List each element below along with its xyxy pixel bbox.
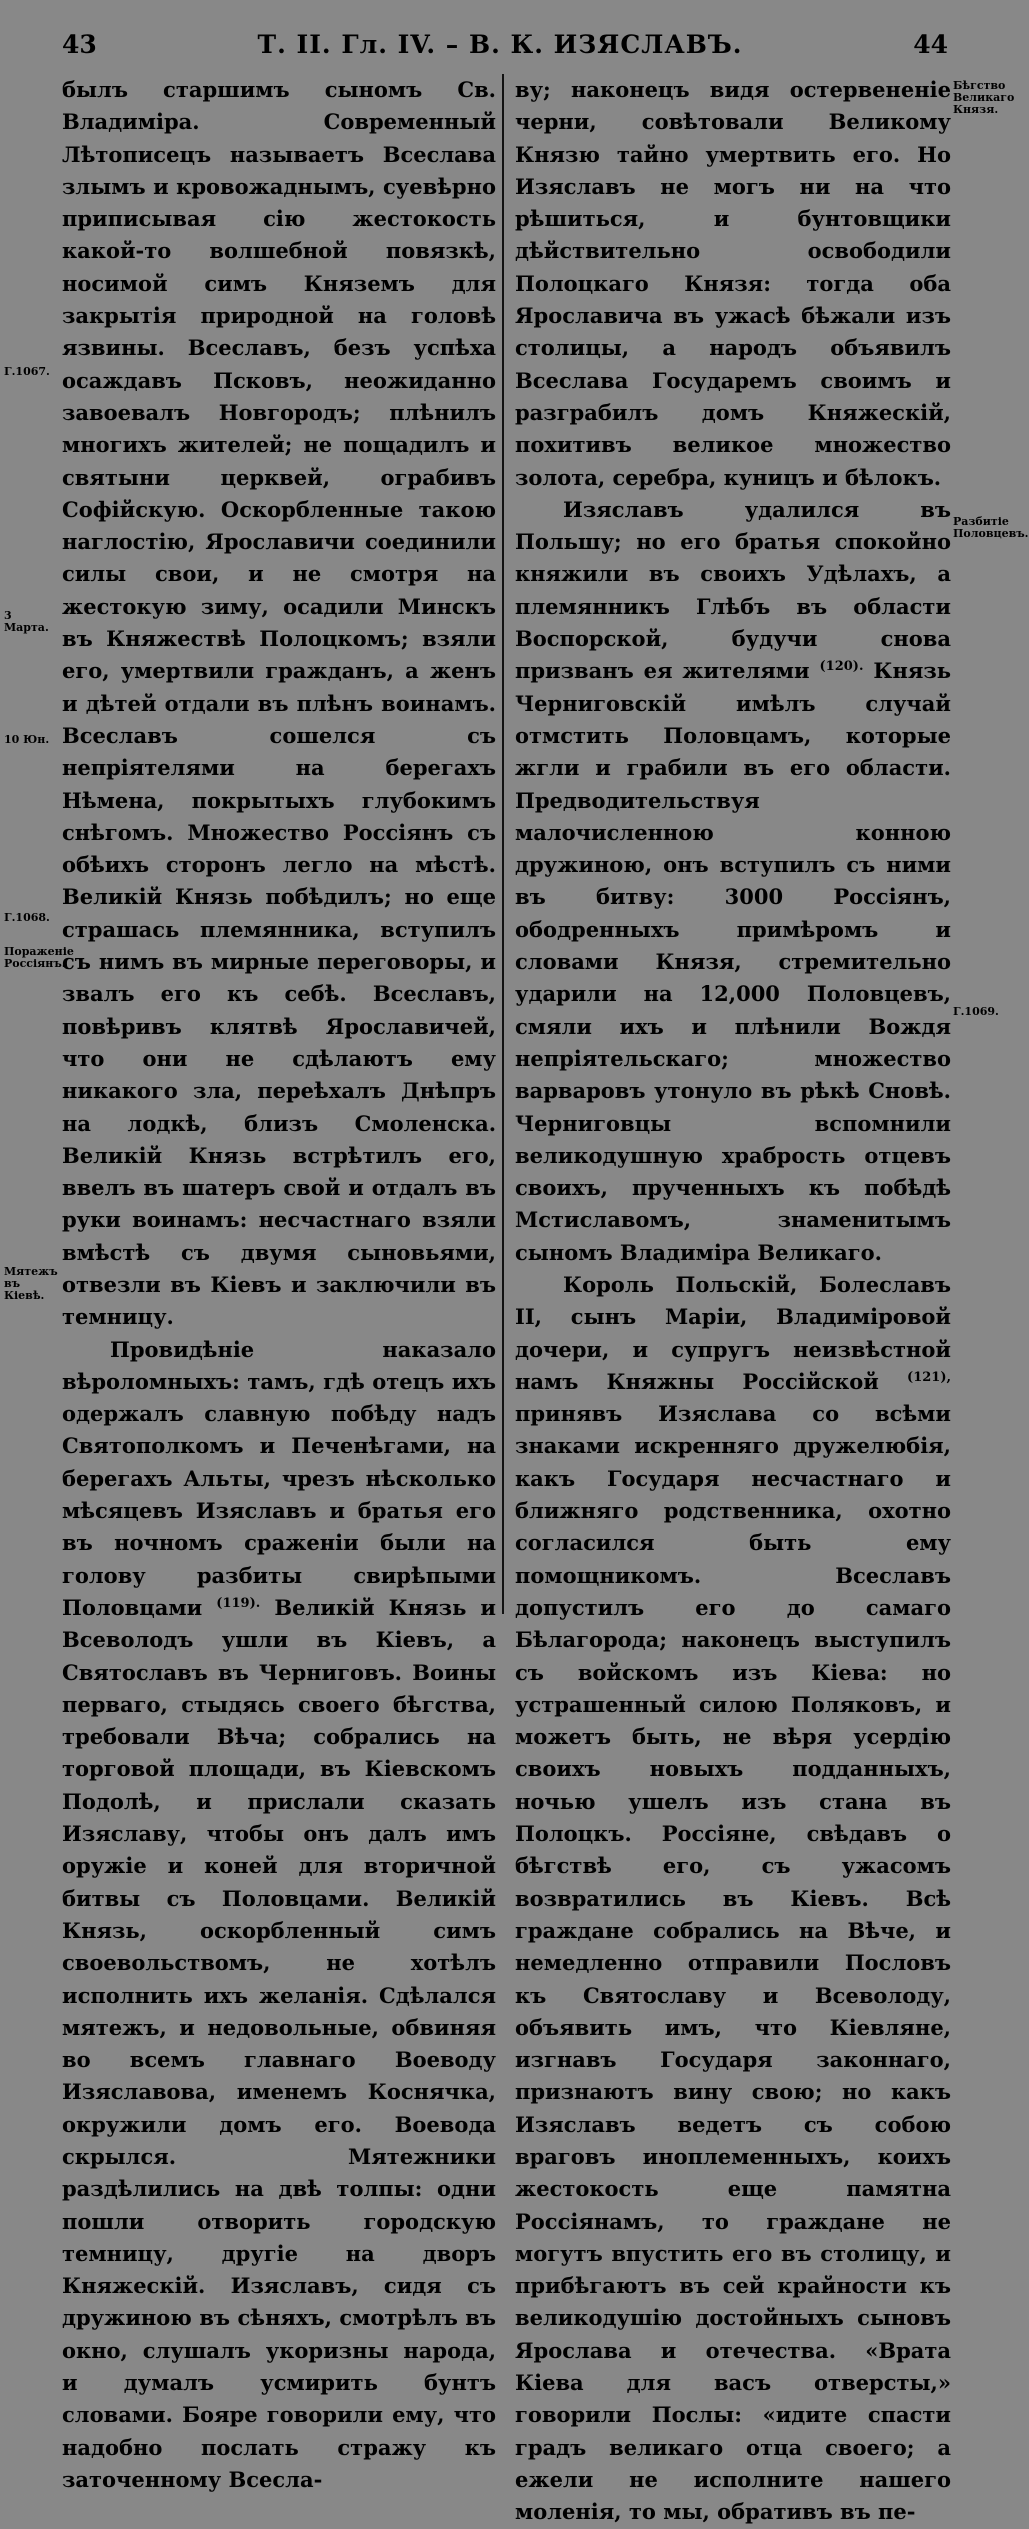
paragraph-text: принявъ Изяслава со всѣми знаками искренняго дружелюбія, какъ Государя несчастнаго и ближняго родственника, охотно согласился быть ему помощникомъ. Всеславъ допустилъ его до самаго Бѣлагорода; наконецъ выступилъ съ войскомъ изъ Кіева: но устрашенный силою Поляковъ, и можетъ быть, не вѣря усердію своихъ новыхъ подданныхъ, ночью ушелъ изъ стана въ Полоцкъ. Россіяне, свѣдавъ о бѣгствѣ его, съ ужасомъ возвратились въ Кіевъ. Всѣ граждане собрались на Вѣче, и немедленно отправили Пословъ къ Святославу и Всеволоду, объявить имъ, что Кіевляне, изгнавъ Государя законнаго, признаютъ вину свою; но какъ Изяславъ ведетъ съ собою враговъ иноплеменныхъ, коихъ жестокость еще памятна Россіянамъ, то граждане не могутъ впустить его въ столицу, и прибѣгаютъ въ сей крайности къ великодушію достойныхъ сыновъ Ярослава и отечества. «Врата Кіева для васъ отверсты,» говорили Послы: «идите спасти градъ великаго отца своего; а ежели не исполните нашего моленія, то мы, обративъ въ пе- (515, 1401, 951, 2525)
paragraph-text: Король Польскій, Болеславъ II, сынъ Маріи, Владиміровой дочери, и супругъ неизвѣстной намъ Княжны Россійской (515, 1271, 951, 1394)
footnote-ref: (121), (907, 1369, 952, 1385)
margin-note-defeat: Пораженіе Россіянъ. (4, 945, 74, 970)
margin-note-year-1067: Г.1067. (4, 365, 50, 378)
paragraph: былъ старшимъ сыномъ Св. Владиміра. Современный Лѣтописецъ называетъ Всеслава злымъ и кровожаднымъ, суевѣрно приписывая сію жестокость какой-то волшебной повязкѣ, носимой симъ Княземъ для закрытія природной на головѣ язвины. Всеславъ, безъ успѣха осаждавъ Псковъ, неожиданно завоевалъ Новгородъ; плѣнилъ многихъ жителей; не пощадилъ и святыни церквей, ограбивъ Софійскую. Оскорбленные такою наглостію, Ярославичи соединили силы свои, и не смотря на жестокую зиму, осадили Минскъ въ Княжествѣ Полоцкомъ; взяли его, умертвили гражданъ, а женъ и дѣтей отдали въ плѣнъ воинамъ. Всеславъ сошелся съ непріятелями на берегахъ Нѣмена, покрытыхъ глубокимъ снѣгомъ. Множество Россіянъ съ обѣихъ сторонъ легло на мѣстѣ. Великій Князь побѣдилъ; но еще страшась племянника, вступилъ съ нимъ въ мирные переговоры, и звалъ его къ себѣ. Всеславъ, повѣривъ клятвѣ Ярославичей, что они не сдѣлаютъ ему никакого зла, переѣхалъ Днѣпръ на лодкѣ, близъ Смоленска. Великій Князь встрѣтилъ его, ввелъ въ шатеръ свой и отдалъ въ руки воинамъ: несчастнаго взяли вмѣстѣ съ двумя сыновьями, отвезли въ Кіевъ и заключили въ темницу. (62, 77, 496, 1330)
left-column (62, 74, 496, 2496)
paragraph-text: Великій Князь и Всеволодъ ушли въ Кіевъ, а Святославъ въ Черниговъ. Воины перваго, стыдясь своего бѣгства, требовали Вѣча; собрались на торговой площади, въ Кіевскомъ Подолѣ, и прислали сказать Изяславу, чтобы онъ далъ имъ оружіе и коней для вторичной битвы съ Половцами. Великій Князь, оскорбленный симъ своевольствомъ, не хотѣлъ исполнить ихъ желанія. Сдѣлался мятежъ, и недовольные, обвиняя во всемъ главнаго Воеводу Изяславова, именемъ Коснячка, окружили домъ его. Воевода скрылся. Мятежники раздѣлились на двѣ толпы: одни пошли отворить городскую темницу, другіе на дворъ Княжескій. Изяславъ, сидя съ дружиною въ сѣняхъ, смотрѣлъ въ окно, слушалъ укоризны народа, и думалъ усмирить бунтъ словами. Бояре говорили ему, что надобно послать стражу къ заточенному Всесла- (62, 1594, 497, 2492)
page-header (0, 26, 1000, 66)
paragraph (62, 1334, 496, 2497)
margin-note-year-1069: Г.1069. (953, 1005, 999, 1018)
paragraph-text: Изяславъ удалился въ Польшу; но его братья спокойно княжили въ своихъ Удѣлахъ, а племянникъ Глѣбъ въ области Воспорской, будучи снова призванъ ея жителями (515, 496, 951, 684)
right-column (515, 74, 951, 2529)
margin-note-june-10: 10 Юн. (4, 733, 50, 746)
margin-note-year-1068: Г.1068. (4, 911, 50, 924)
paragraph-text: Князь Черниговскій имѣлъ случай отмстить Половцамъ, которые жгли и грабили въ его области. Предводительствуя малочисленною конною дружиною, онъ вступилъ съ ними въ битву: 3000 Россіянъ, ободренныхъ примѣромъ и словами Князя, стремительно ударили на 12,000 Половцевъ, смяли ихъ и плѣнили Вождя непріятельскаго; множество варваровъ утонуло въ рѣкѣ Сновѣ. Черниговцы вспомнили великодушную храбрость отцевъ своихъ, прученныхъ къ побѣдѣ Мстиславомъ, знаменитымъ сыномъ Владиміра Великаго. (515, 658, 951, 1265)
paragraph (515, 494, 951, 1269)
margin-note-march-3: 3 Марта. (4, 609, 49, 634)
paragraph: ву; наконецъ видя остервененіе черни, совѣтовали Великому Князю тайно умертвить его. Но Изяславъ не могъ ни на что рѣшиться, и бунтовщики дѣйствительно освободили Полоцкаго Князя: тогда оба Ярославича въ ужасѣ бѣжали изъ столицы, а народъ объявилъ Всеслава Государемъ своимъ и разграбилъ домъ Княжескій, похитивъ великое множество золота, серебра, куницъ и бѣлокъ. (515, 77, 951, 490)
margin-note-flight: Бѣгство Великаго Князя. (953, 79, 1015, 116)
page-number-right: 44 (913, 30, 948, 59)
margin-note-polovtsy: Разбитіе Половцевъ. (953, 515, 1029, 540)
footnote-ref: (120). (819, 659, 864, 675)
column-divider (502, 74, 504, 1614)
footnote-ref: (119). (216, 1595, 261, 1611)
paragraph-text: Провидѣніе наказало вѣроломныхъ: тамъ, гдѣ отецъ ихъ одержалъ славную побѣду надъ Святополкомъ и Печенѣгами, на берегахъ Альты, чрезъ нѣсколько мѣсяцевъ Изяславъ и братья его въ ночномъ сраженіи были на голову разбиты свирѣпыми Половцами (62, 1336, 496, 1620)
page-number-left: 43 (62, 30, 97, 59)
paragraph (515, 1269, 951, 2529)
running-title: Т. II. Гл. IV. – В. К. ИЗЯСЛАВЪ. (257, 30, 743, 59)
margin-note-revolt: Мятежъ въ Кіевѣ. (4, 1265, 58, 1302)
